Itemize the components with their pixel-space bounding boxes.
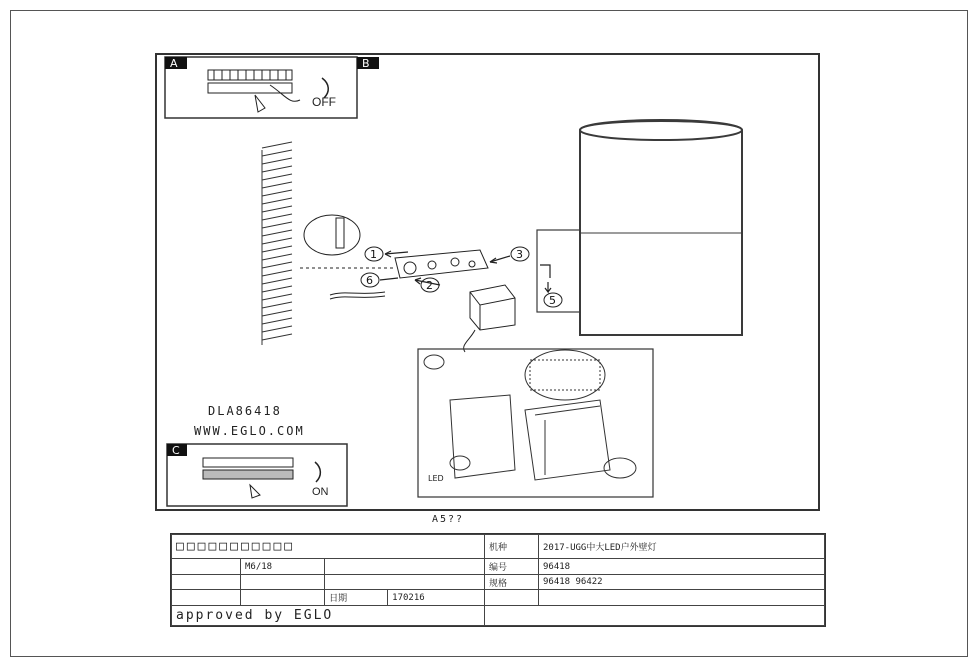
panel-c-label: C <box>172 444 180 457</box>
step-3: 3 <box>516 248 523 261</box>
step-markers <box>361 247 562 307</box>
title-block <box>170 533 826 627</box>
cable <box>330 292 385 299</box>
lamp-body <box>537 120 742 335</box>
sheet-size: A5?? <box>432 514 465 525</box>
switch-off-label: OFF <box>312 95 336 109</box>
website-url: WWW.EGLO.COM <box>194 424 305 438</box>
date-label: 日期 <box>325 590 388 606</box>
switch-on-label: ON <box>312 486 329 498</box>
code-value: 96418 <box>539 559 825 575</box>
item-value: M6/18 <box>241 559 325 575</box>
wiring-detail <box>418 349 653 497</box>
checkbox-row: □□□□□□□□□□□ <box>172 535 485 559</box>
wire-label: LED <box>428 474 444 483</box>
panel-a-switch-off <box>165 57 379 118</box>
code-label: 编号 <box>485 559 539 575</box>
wall-hatching <box>262 142 292 345</box>
variant-value: 96418 96422 <box>539 574 825 590</box>
step-2: 2 <box>426 279 433 292</box>
project-label: 机种 <box>485 535 539 559</box>
step-6: 6 <box>366 274 373 287</box>
model-number: DLA86418 <box>208 404 282 418</box>
date-value: 170216 <box>388 590 485 606</box>
panel-b-label: B <box>362 57 370 70</box>
step-1: 1 <box>370 248 377 261</box>
screw-detail <box>300 215 395 268</box>
variant-label: 规格 <box>485 574 539 590</box>
project-value: 2017-UGG中大LED户外壁灯 <box>539 535 825 559</box>
panel-c-switch-on <box>167 444 347 506</box>
step-5: 5 <box>549 294 556 307</box>
mounting-bracket <box>395 250 488 278</box>
panel-a-label: A <box>170 57 178 70</box>
approval-note: approved by EGLO <box>172 606 485 626</box>
driver-box <box>464 285 515 352</box>
